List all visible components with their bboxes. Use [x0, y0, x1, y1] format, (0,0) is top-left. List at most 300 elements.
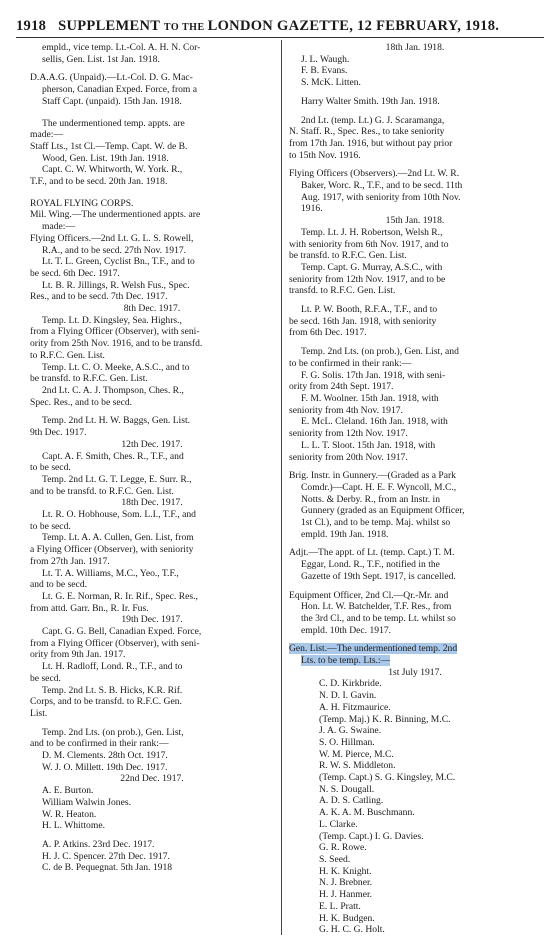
right_column-line — [289, 494, 541, 506]
page-number: 1918 — [16, 18, 47, 34]
right_column-line-text: N. D. I. Gavin. — [319, 690, 377, 702]
left_column-line-text: Lt. B. R. Jillings, R. Welsh Fus., Spec. — [42, 279, 190, 291]
right_column-line-text: Equipment Officer, 2nd Cl.—Qr.-Mr. and — [289, 589, 449, 601]
right_column-line — [289, 416, 541, 428]
left_column-line — [30, 509, 274, 521]
right_column-line — [289, 784, 541, 796]
right_column-line — [289, 807, 541, 819]
left_column-line — [30, 839, 274, 851]
spacer — [30, 188, 274, 198]
right_column-line — [289, 150, 541, 162]
spacer — [289, 583, 541, 590]
right_column-line-text: ority from 24th Sept. 1917. — [289, 381, 394, 393]
right_column-line-text: 1st July 1917. — [388, 666, 442, 678]
right_column-line — [289, 96, 541, 108]
left_column-line-text: made:— — [42, 221, 76, 233]
left_column-line-text: Res., and to be secd. 7th Dec. 1917. — [30, 291, 168, 303]
right_column-line-text: S. O. Hillman. — [319, 736, 375, 748]
right_column-line — [289, 842, 541, 854]
right_column-line-text: be secd. 16th Jan. 1918, with seniority — [289, 315, 437, 327]
left_column-line-text: Temp. 2nd Lt. G. T. Legge, E. Surr. R., — [42, 473, 192, 485]
left_column-line-text: 18th Dec. 1917. — [121, 497, 183, 509]
left_column-line — [30, 820, 274, 832]
right_column-line — [289, 690, 541, 702]
right_column-line-text: Brig. Instr. in Gunnery.—(Graded as a Park — [289, 470, 456, 482]
right_column-line-text: N. Staff. R., Spec. Res., to take seniority — [289, 126, 445, 138]
left_column-line-text: Temp. 2nd Lt. H. W. Baggs, Gen. List. — [42, 415, 191, 427]
left_column-line — [30, 696, 274, 708]
right_column-line-text: the 3rd Cl., and to be temp. Lt. whilst so — [301, 612, 456, 624]
left_column-line-text: from attd. Garr. Bn., R. Ir. Fus. — [30, 602, 149, 614]
left_column-line-text: R.A., and to be secd. 27th Nov. 1917. — [42, 244, 187, 256]
right_column-line — [289, 547, 541, 559]
right_column-line — [289, 393, 541, 405]
left_column-line — [30, 96, 274, 108]
left_column-line — [30, 268, 274, 280]
left_column-line — [30, 486, 274, 498]
right_column-line — [289, 370, 541, 382]
right_column-line-text: H. J. Hanmer. — [319, 889, 373, 901]
spacer — [289, 89, 541, 96]
right_column-line — [289, 239, 541, 251]
right_column-line-text: E. McL. Cleland. 16th Jan. 1918, with — [301, 416, 448, 428]
right_column-line — [289, 358, 541, 370]
left_column-line-text: to R.F.C. Gen. List. — [30, 349, 105, 361]
right_column-line-text: Temp. 2nd Lts. (on prob.), Gen. List, and — [301, 346, 459, 358]
left_column-line-text: Staff Lts., 1st Cl.—Temp. Capt. W. de B. — [30, 140, 188, 152]
right_column-line — [289, 737, 541, 749]
right_column-line-text: H. K. Knight. — [319, 865, 372, 877]
left_column-line-text: Capt. A. F. Smith, Ches. R., T.F., and — [42, 450, 184, 462]
left_column-line-text: T.F., and to be secd. 20th Jan. 1918. — [30, 176, 168, 188]
right_column-line-text: J. A. G. Swaine. — [319, 725, 382, 737]
left_column-line-text: ority from 25th Nov. 1916, and to be transfd. — [30, 338, 203, 350]
left_column-line — [30, 556, 274, 568]
spacer — [30, 832, 274, 839]
left_column-line-text: pherson, Canadian Exped. Force, from a — [42, 84, 198, 96]
right_column-line-text: L. L. T. Sloot. 15th Jan. 1918, with — [301, 439, 436, 451]
title-part-3: LONDON GAZETTE, 12 FEBRUARY, 1918. — [207, 18, 500, 34]
right_column-line — [289, 54, 541, 66]
left_column-line-text: be transfd. to R.F.C. Gen. List. — [30, 373, 148, 385]
left_column-line — [30, 708, 274, 720]
left_column-line — [30, 685, 274, 697]
left_column-line — [30, 439, 274, 451]
left_column-line-text: Lt. H. Radloff, Lond. R., T.F., and to — [42, 661, 183, 673]
right_column-line — [289, 327, 541, 339]
left_column-line-text: Staff Capt. (unpaid). 15th Jan. 1918. — [42, 95, 182, 107]
left_column-line — [30, 118, 274, 130]
right_column-line — [289, 470, 541, 482]
left_column-line-text: sellis, Gen. List. 1st Jan. 1918. — [42, 53, 160, 65]
left_column-line — [30, 673, 274, 685]
right_column-line — [289, 274, 541, 286]
right_column-line-text: J. L. Waugh. — [301, 53, 350, 65]
right_column-line — [289, 702, 541, 714]
right_column-line-text: F. M. Woolner. 15th Jan. 1918, with — [301, 392, 439, 404]
left_column-line-text: be secd. — [30, 672, 61, 684]
left_column-line-text: H. J. C. Spencer. 27th Dec. 1917. — [42, 850, 170, 862]
left_column-line-text: Temp. Lt. A. A. Cullen, Gen. List, from — [42, 532, 194, 544]
left_column-line — [30, 614, 274, 626]
left_column-line-text: William Walwin Jones. — [42, 796, 131, 808]
right_column-line-text: Adjt.—The appt. of Lt. (temp. Capt.) T. M. — [289, 547, 455, 559]
right_column-line-text: (Temp. Capt.) S. G. Kingsley, M.C. — [319, 772, 456, 784]
right_column-line-text: transfd. to R.F.C. Gen. List. — [289, 285, 396, 297]
left_column-line — [30, 72, 274, 84]
right_column-line — [289, 405, 541, 417]
right_column-line — [289, 725, 541, 737]
column-divider — [281, 40, 282, 935]
left_column-line — [30, 568, 274, 580]
right_column-line-text: E. L. Pratt. — [319, 900, 361, 912]
right_column-line-text: Gen. List.—The undermentioned temp. 2nd — [289, 643, 458, 655]
spacer — [289, 108, 541, 115]
left_column-line-text: Mil. Wing.—The undermentioned appts. are — [30, 209, 201, 221]
left_column-line-text: from 27th Jan. 1917. — [30, 555, 110, 567]
left_column-line — [30, 233, 274, 245]
spacer — [289, 540, 541, 547]
left_column-line-text: and to be confirmed in their rank:— — [30, 738, 169, 750]
left_column-line — [30, 862, 274, 874]
spacer — [289, 297, 541, 304]
left_column-line-text: 2nd Lt. C. A. J. Thompson, Ches. R., — [42, 384, 184, 396]
right_column-line — [289, 749, 541, 761]
right_column-line — [289, 772, 541, 784]
right_column-line — [289, 714, 541, 726]
left_column-line-text: Lt. R. O. Hobhouse, Som. L.I., T.F., and — [42, 509, 196, 521]
right_column-line — [289, 760, 541, 772]
spacer — [30, 408, 274, 415]
right_column-line-text: with seniority from 6th Nov. 1917, and to — [289, 238, 449, 250]
left_column-line — [30, 209, 274, 221]
right_column-line — [289, 559, 541, 571]
right_column-line — [289, 601, 541, 613]
left_column-line — [30, 462, 274, 474]
left_column-line — [30, 129, 274, 141]
left_column-line-text: Capt. G. G. Bell, Canadian Exped. Force, — [42, 626, 202, 638]
left_column-line-text: W. J. O. Millett. 19th Dec. 1917. — [42, 761, 168, 773]
left_column-line-text: Lt. T. A. Williams, M.C., Yeo., T.F., — [42, 567, 179, 579]
right_column-line — [289, 346, 541, 358]
right_column-line-text: 1916. — [301, 203, 323, 215]
spacer — [30, 108, 274, 118]
left_column-line-text: 22nd Dec. 1917. — [120, 773, 184, 785]
right_column-line — [289, 316, 541, 328]
right_column-line — [289, 505, 541, 517]
right_column-line — [289, 901, 541, 913]
left_column-line-text: C. de B. Pequegnat. 5th Jan. 1918 — [42, 862, 173, 874]
right_column-line — [289, 819, 541, 831]
right_column-line — [289, 203, 541, 215]
left_column-line-text: 12th Dec. 1917. — [121, 438, 183, 450]
left_column-line-text: from a Flying Officer (Observer), with seni- — [30, 326, 200, 338]
left_column-line-text: D. M. Clements. 28th Oct. 1917. — [42, 750, 168, 762]
right_column-line-text: Eggar, Lond. R., T.F., notified in the — [301, 559, 440, 571]
left_column-line — [30, 415, 274, 427]
right_column-line — [289, 192, 541, 204]
left_column-line-text: 8th Dec. 1917. — [123, 303, 181, 315]
title-part-2: TO THE — [163, 22, 208, 33]
left_column-line — [30, 245, 274, 257]
right_column-line-text: to 15th Nov. 1916. — [289, 149, 361, 161]
spacer — [30, 720, 274, 727]
left_column-line — [30, 373, 274, 385]
right_column-line — [289, 285, 541, 297]
left_column-line — [30, 532, 274, 544]
right_column-line-text: G. H. C. G. Holt. — [319, 924, 385, 936]
right_column-line — [289, 571, 541, 583]
left_column-line — [30, 198, 274, 210]
left_column-line — [30, 603, 274, 615]
right_column-line — [289, 913, 541, 925]
right_column-line-text: Aug. 1917, with seniority from 10th Nov. — [301, 191, 461, 203]
right_column-line — [289, 889, 541, 901]
left_column-line-text: Wood, Gen. List. 19th Jan. 1918. — [42, 152, 169, 164]
right_column-line — [289, 529, 541, 541]
right_column-line — [289, 168, 541, 180]
left_column-line — [30, 579, 274, 591]
left_column-line-text: A. E. Burton. — [42, 785, 94, 797]
right_column-line-text: seniority from 12th Nov. 1917. — [289, 428, 408, 440]
right_column-line-text: 1st Cl.), and to be temp. Maj. whilst so — [301, 517, 451, 529]
right_column-line — [289, 304, 541, 316]
left_column-line — [30, 762, 274, 774]
left_column-line-text: Lt. T. L. Green, Cyclist Bn., T.F., and to — [42, 256, 195, 268]
left_column-line — [30, 474, 274, 486]
right_column-line-text: (Temp. Maj.) K. R. Binning, M.C. — [319, 713, 451, 725]
left_column-line — [30, 362, 274, 374]
left_column-line — [30, 42, 274, 54]
left_column-line-text: to be secd. — [30, 462, 71, 474]
right_column-line-text: Comdr.)—Capt. H. E. F. Wyncoll, M.C., — [301, 481, 457, 493]
right_column-line-text: Harry Walter Smith. 19th Jan. 1918. — [301, 95, 440, 107]
left_column-line-text: a Flying Officer (Observer), with seniority — [30, 544, 194, 556]
left_column-line — [30, 326, 274, 338]
right_column-line-text: seniority from 4th Nov. 1917. — [289, 404, 403, 416]
right_column-line-text: Lts. to be temp. Lts.:— — [301, 655, 391, 667]
left_column-line — [30, 851, 274, 863]
left_column-line-text: to be secd. — [30, 520, 71, 532]
left_column-line — [30, 591, 274, 603]
right_column-line-text: S. McK. Litten. — [301, 77, 361, 89]
right_column-line — [289, 126, 541, 138]
page-header — [16, 18, 544, 35]
right_column-line-text: N. J. Brebner. — [319, 877, 373, 889]
left_column-line — [30, 280, 274, 292]
right_column-line — [289, 452, 541, 464]
left_column-line — [30, 497, 274, 509]
left_column-line — [30, 785, 274, 797]
right_column-line-text: F. G. Solis. 17th Jan. 1918, with seni- — [301, 369, 446, 381]
header-rule — [16, 37, 544, 38]
left_column-line — [30, 54, 274, 66]
left_column-line — [30, 451, 274, 463]
right_column-line — [289, 138, 541, 150]
left_column-line — [30, 809, 274, 821]
left_column-line-text: H. L. Whittome. — [42, 820, 105, 832]
right_column-line-text: empld. 19th Jan. 1918. — [301, 528, 389, 540]
spacer — [30, 65, 274, 72]
right_column-line — [289, 517, 541, 529]
left_column-line — [30, 544, 274, 556]
right_column-line-text: N. S. Dougall. — [319, 783, 375, 795]
left_column-line-text: Flying Officers.—2nd Lt. G. L. S. Rowell, — [30, 232, 194, 244]
left_column-line — [30, 303, 274, 315]
right-column — [289, 42, 541, 936]
right_column-line-text: Gazette of 19th Sept. 1917, is cancelled. — [301, 570, 456, 582]
right_column-line-text: F. B. Evans. — [301, 65, 348, 77]
left_column-line — [30, 176, 274, 188]
left_column-line — [30, 738, 274, 750]
right_column-line — [289, 590, 541, 602]
right_column-line-text: empld. 10th Dec. 1917. — [301, 624, 392, 636]
right_column-line-text: H. K. Budgen. — [319, 912, 375, 924]
right_column-line — [289, 854, 541, 866]
right_column-line-text: Temp. Lt. J. H. Robertson, Welsh R., — [301, 226, 443, 238]
left_column-line-text: and to be secd. — [30, 579, 88, 591]
right_column-line-text: from 17th Jan. 1916, but without pay prior — [289, 137, 453, 149]
left_column-line-text: W. R. Heaton. — [42, 808, 97, 820]
right_column-line-text: L. Clarke. — [319, 818, 358, 830]
right_column-line-text: Gunnery (graded as an Equipment Officer, — [301, 505, 465, 517]
right_column-line — [289, 42, 541, 54]
right_column-line — [289, 65, 541, 77]
spacer — [289, 161, 541, 168]
right_column-line-text: Lt. P. W. Booth, R.F.A., T.F., and to — [301, 304, 438, 316]
right_column-line — [289, 227, 541, 239]
right_column-line — [289, 215, 541, 227]
left_column-line-text: 19th Dec. 1917. — [121, 614, 183, 626]
left_column-line-text: Capt. C. W. Whitworth, W. York. R., — [42, 164, 183, 176]
left_column-line-text: Temp. Lt. C. O. Meeke, A.S.C., and to — [42, 361, 190, 373]
left_column-line-text: ority from 9th Jan. 1917. — [30, 649, 126, 661]
right_column-line — [289, 678, 541, 690]
right_column-line — [289, 180, 541, 192]
right_column-line — [289, 643, 541, 655]
right_column-line-text: R. W. S. Middleton. — [319, 760, 396, 772]
left_column-line-text: and to be transfd. to R.F.C. Gen. List. — [30, 485, 174, 497]
left_column-line — [30, 141, 274, 153]
right_column-line-text: S. Seed. — [319, 854, 351, 865]
right_column-line — [289, 262, 541, 274]
left_column-line-text: 9th Dec. 1917. — [30, 427, 87, 439]
left_column-line — [30, 773, 274, 785]
right_column-line — [289, 924, 541, 936]
right_column-line-text: seniority from 12th Nov. 1917, and to be — [289, 273, 446, 285]
left_column-line — [30, 164, 274, 176]
left_column-line-text: Temp. Lt. D. Kingsley, Sea. Highrs., — [42, 314, 182, 326]
left_column-line-text: List. — [30, 707, 48, 719]
right_column-line-text: A. K. A. M. Buschmann. — [319, 807, 415, 819]
spacer — [289, 636, 541, 643]
right_column-line — [289, 428, 541, 440]
left_column-line-text: Temp. 2nd Lts. (on prob.), Gen. List, — [42, 726, 184, 738]
left_column-line — [30, 649, 274, 661]
left_column-line-text: Lt. G. E. Norman, R. Ir. Rif., Spec. Res., — [42, 590, 198, 602]
left_column-line — [30, 84, 274, 96]
left_column-line-text: from a Flying Officer (Observer), with seni- — [30, 637, 200, 649]
spacer — [289, 463, 541, 470]
right_column-line-text: Hon. Lt. W. Batchelder, T.F. Res., from — [301, 601, 452, 613]
right_column-line — [289, 440, 541, 452]
right_column-line-text: G. R. Rowe. — [319, 842, 367, 854]
left_column-line — [30, 427, 274, 439]
right_column-line-text: from 6th Dec. 1917. — [289, 327, 367, 339]
left_column-line — [30, 750, 274, 762]
right_column-line — [289, 831, 541, 843]
left_column-line-text: Spec. Res., and to be secd. — [30, 396, 133, 408]
left_column-line — [30, 797, 274, 809]
left_column-line — [30, 626, 274, 638]
left_column-line — [30, 315, 274, 327]
right_column-line-text: 2nd Lt. (temp. Lt.) G. J. Scaramanga, — [301, 114, 445, 126]
left_column-line-text: D.A.A.G. (Unpaid).—Lt.-Col. D. G. Mac- — [30, 72, 193, 84]
right_column-line — [289, 381, 541, 393]
left_column-line-text: A. P. Atkins. 23rd Dec. 1917. — [42, 839, 155, 850]
left_column-line-text: The undermentioned temp. appts. are — [42, 117, 185, 129]
left_column-line — [30, 385, 274, 397]
right_column-line-text: be transfd. to R.F.C. Gen. List. — [289, 250, 407, 262]
left_column-line — [30, 221, 274, 233]
right_column-line-text: W. M. Pierce, M.C. — [319, 748, 394, 760]
left_column-line-text: ROYAL FLYING CORPS. — [30, 197, 134, 209]
left_column-line — [30, 397, 274, 409]
right_column-line-text: A. D. S. Catling. — [319, 795, 384, 807]
left_column-line — [30, 350, 274, 362]
right_column-line-text: (Temp. Capt.) I. G. Davies. — [319, 830, 424, 842]
right_column-line-text: 18th Jan. 1918. — [385, 42, 445, 53]
right_column-line-text: Notts. & Derby. R., from an Instr. in — [301, 493, 441, 505]
spacer — [289, 339, 541, 346]
right_column-line — [289, 866, 541, 878]
left_column-line-text: be secd. 6th Dec. 1917. — [30, 267, 120, 279]
right_column-line-text: Temp. Capt. G. Murray, A.S.C., with — [301, 261, 443, 273]
right_column-line — [289, 795, 541, 807]
left_column-line-text: made:— — [30, 129, 64, 141]
right_column-line — [289, 613, 541, 625]
right_column-line-text: Baker, Worc. R., T.F., and to be secd. 11th — [301, 180, 463, 192]
left_column-line-text: empld., vice temp. Lt.-Col. A. H. N. Cor- — [42, 42, 201, 53]
right_column-line-text: A. H. Fitzmaurice. — [319, 701, 391, 713]
right_column-line — [289, 250, 541, 262]
left_column-line — [30, 153, 274, 165]
right_column-line-text: C. D. Kirkbride. — [319, 678, 382, 690]
left_column-line — [30, 638, 274, 650]
left_column-line — [30, 521, 274, 533]
right_column-line — [289, 115, 541, 127]
left_column-line-text: Temp. 2nd Lt. S. B. Hicks, K.R. Rif. — [42, 684, 183, 696]
right_column-line-text: 15th Jan. 1918. — [385, 215, 445, 227]
right_column-line — [289, 667, 541, 679]
left_column-line — [30, 727, 274, 739]
right_column-line-text: Flying Officers (Observers).—2nd Lt. W. R. — [289, 168, 460, 180]
right_column-line-text: seniority from 20th Nov. 1917. — [289, 451, 408, 463]
left_column-line — [30, 256, 274, 268]
left-column — [30, 42, 274, 874]
left_column-line — [30, 661, 274, 673]
right_column-line — [289, 482, 541, 494]
left_column-line-text: Corps, and to be transfd. to R.F.C. Gen. — [30, 696, 182, 708]
left_column-line — [30, 338, 274, 350]
right_column-line — [289, 655, 541, 667]
left_column-line — [30, 291, 274, 303]
right_column-line — [289, 77, 541, 89]
right_column-line — [289, 877, 541, 889]
title-part-1: SUPPLEMENT — [58, 18, 164, 34]
right_column-line — [289, 625, 541, 637]
right_column-line-text: to be confirmed in their rank:— — [289, 357, 412, 369]
